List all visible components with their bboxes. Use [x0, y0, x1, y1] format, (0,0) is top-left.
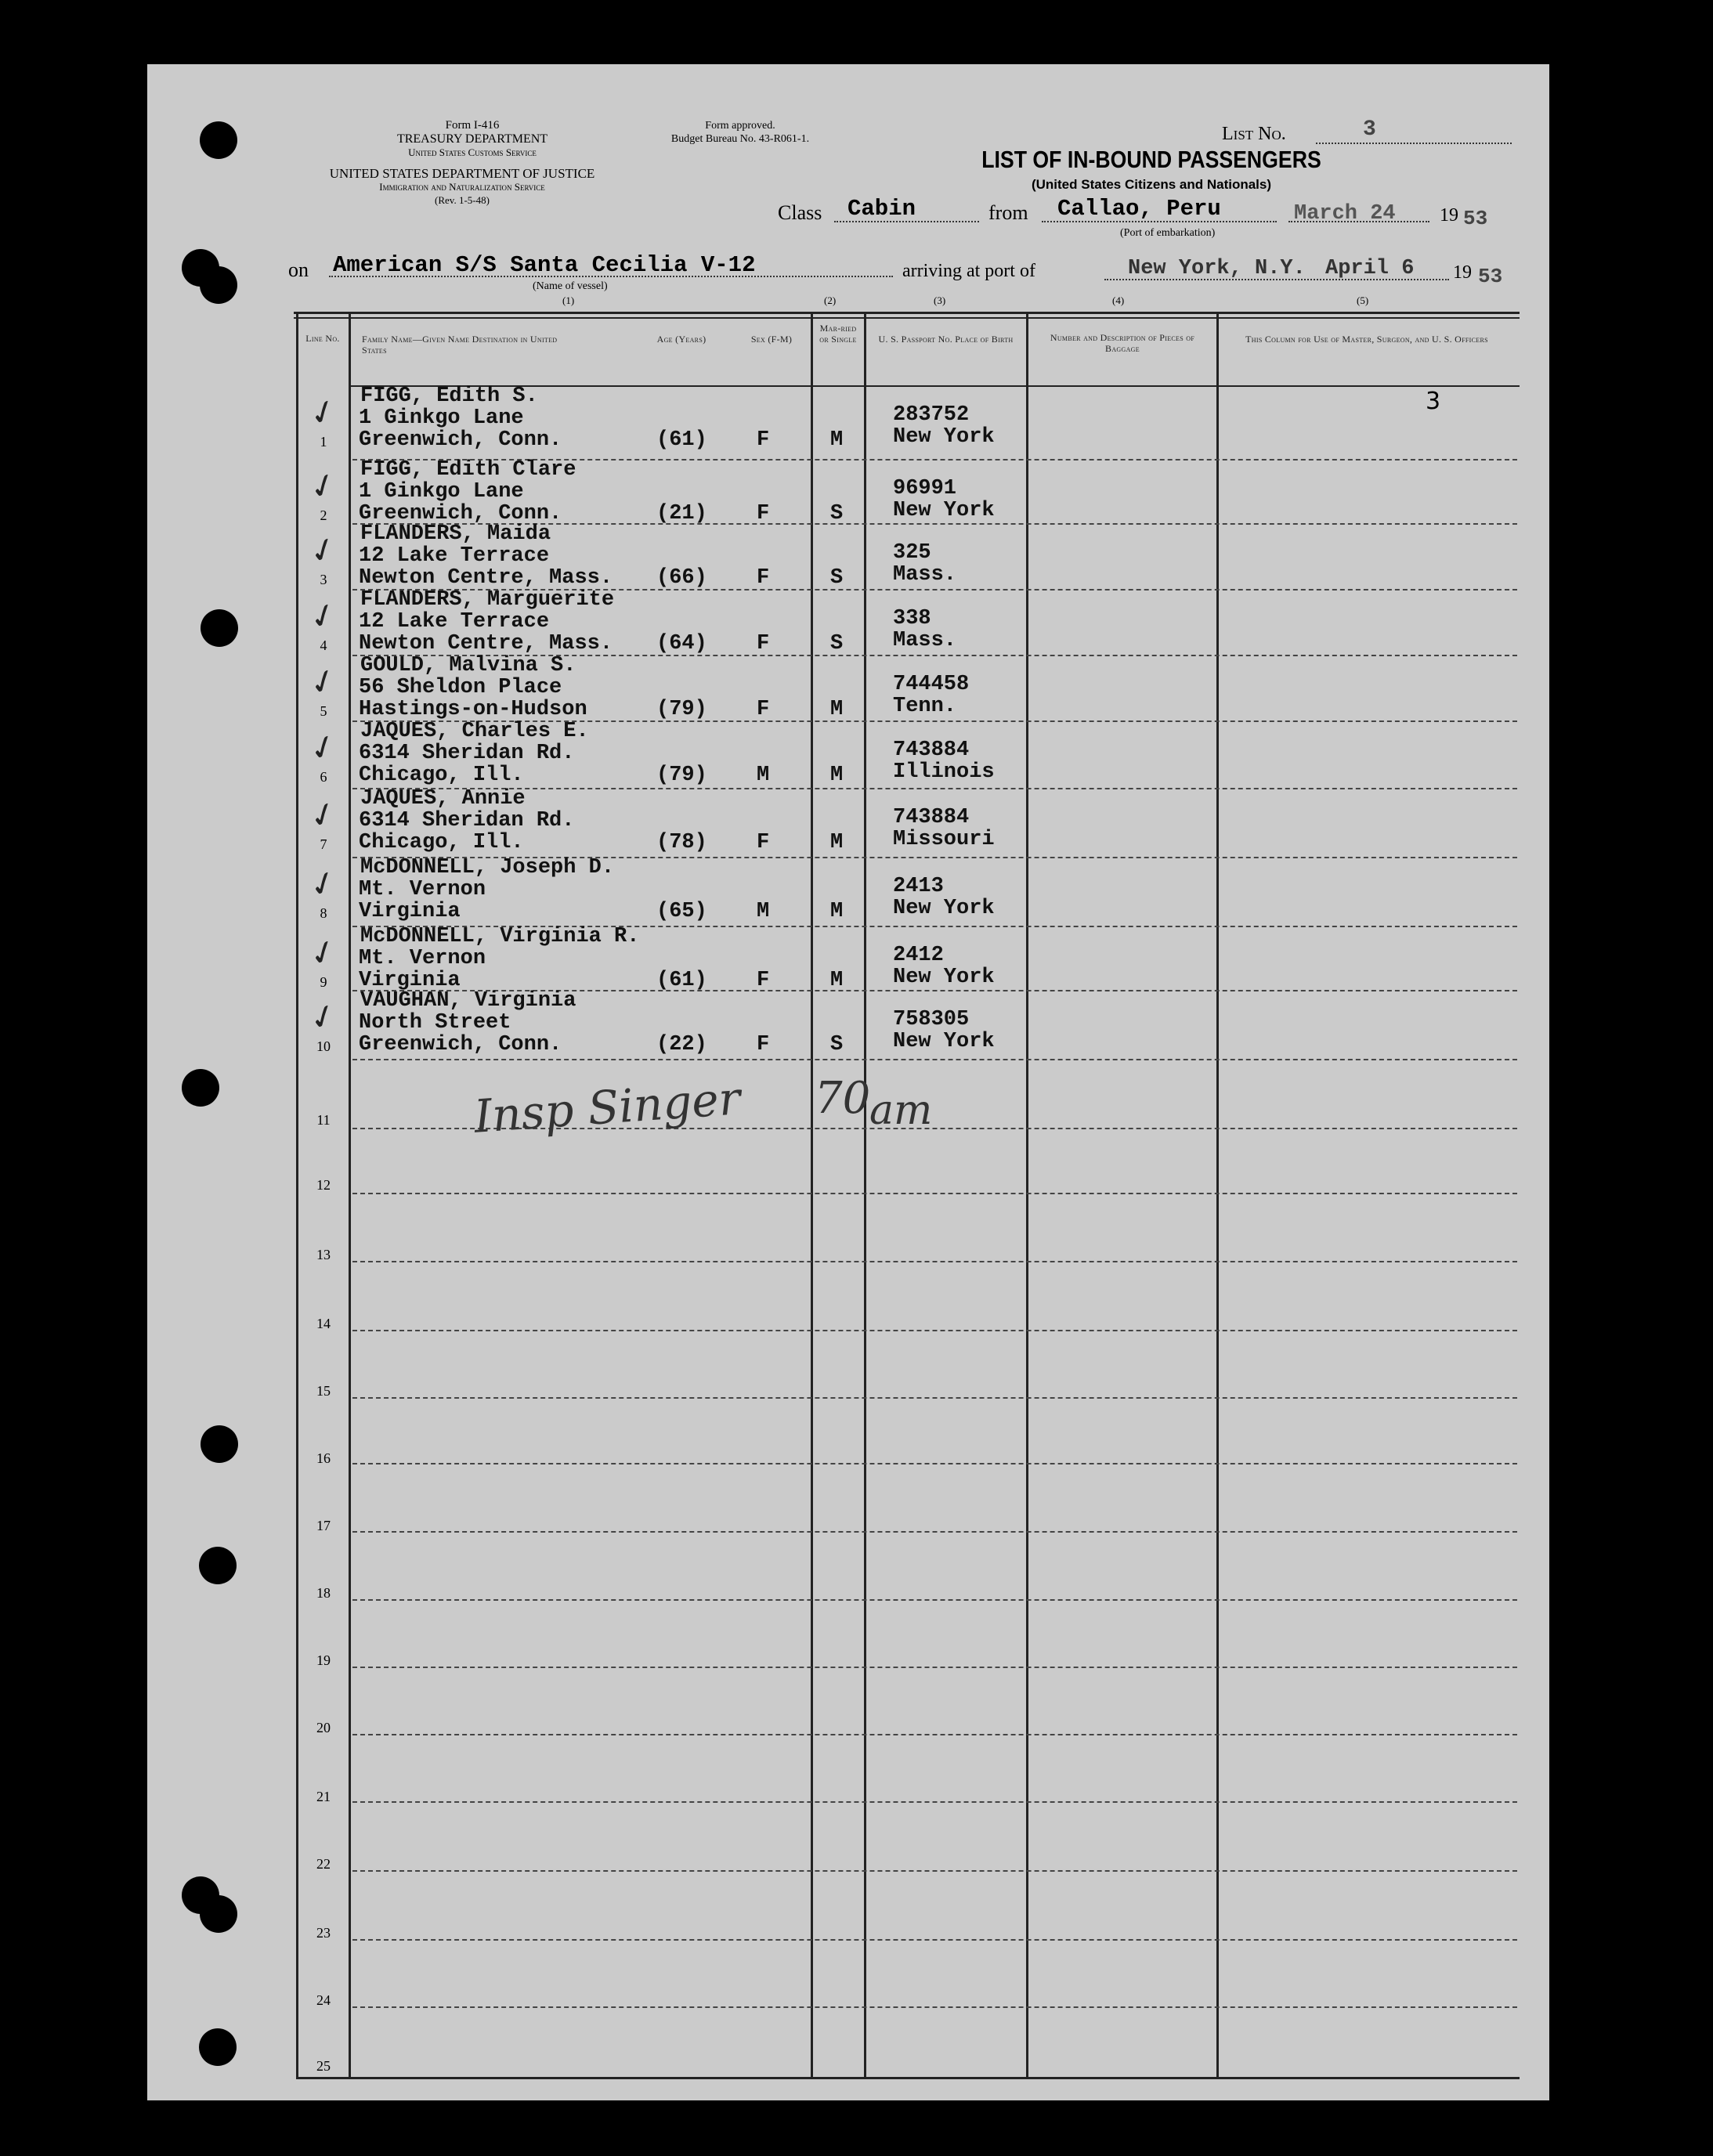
punch-hole: [199, 1547, 237, 1584]
arrival-year-prefix: 19: [1453, 262, 1472, 283]
arriving-label: arriving at port of: [902, 261, 1035, 281]
line-number: 8: [320, 905, 327, 921]
arrival-port: New York, N.Y.: [1128, 257, 1306, 280]
line-number: 15: [316, 1383, 331, 1399]
passenger-address: 56 Sheldon Place: [359, 676, 562, 699]
passenger-destination: Hastings-on-Hudson: [359, 698, 587, 721]
passenger-address: 1 Ginkgo Lane: [359, 406, 524, 430]
row-rule: [352, 1397, 1517, 1399]
place-of-birth: New York: [893, 499, 995, 522]
passport-number: 338: [893, 607, 931, 630]
punch-hole: [182, 1069, 219, 1107]
col-header-sex: Sex (F-M): [750, 334, 793, 345]
passport-number: 2412: [893, 944, 944, 967]
col-header-name: Family Name—Given Name Destination in United States: [362, 334, 558, 356]
passenger-destination: Virginia: [359, 969, 461, 992]
passenger-age: (66): [656, 566, 707, 590]
ins-service: Immigration and Naturalization Service: [379, 181, 545, 193]
check-mark-icon: ✓: [303, 861, 343, 907]
line-number: 11: [316, 1112, 331, 1128]
place-of-birth: New York: [893, 425, 995, 449]
passenger-destination: Newton Centre, Mass.: [359, 632, 613, 655]
depart-year: 53: [1463, 207, 1488, 230]
passenger-sex: F: [757, 566, 770, 590]
check-mark-icon: ✓: [303, 593, 343, 639]
punch-hole: [201, 1425, 238, 1463]
line-number: 1: [320, 434, 327, 450]
justice-dept: UNITED STATES DEPARTMENT OF JUSTICE: [329, 166, 595, 181]
punch-hole: [199, 2028, 237, 2066]
col-header-baggage: Number and Description of Pieces of Baggage: [1050, 332, 1195, 354]
row-rule: [352, 1531, 1517, 1533]
check-mark-icon: ✓: [303, 463, 343, 509]
passenger-destination: Newton Centre, Mass.: [359, 566, 613, 590]
row-rule: [352, 1330, 1517, 1331]
passenger-sex: M: [757, 764, 770, 787]
col-header-age: Age (Years): [656, 334, 707, 345]
passport-number: 283752: [893, 403, 970, 427]
passenger-sex: F: [757, 502, 770, 525]
passenger-age: (64): [656, 632, 707, 655]
col-number: (4): [1112, 294, 1125, 306]
passenger-age: (21): [656, 502, 707, 525]
passenger-name: FIGG, Edith Clare: [360, 458, 576, 482]
passenger-marital-status: S: [830, 1033, 844, 1056]
depart-date: March 24: [1294, 202, 1396, 226]
list-no-line: [1316, 143, 1512, 144]
col-number: (3): [934, 294, 946, 306]
vessel-caption: (Name of vessel): [533, 280, 608, 292]
passenger-address: 6314 Sheridan Rd.: [359, 742, 575, 765]
depart-year-prefix: 19: [1440, 205, 1458, 226]
passenger-marital-status: M: [830, 900, 844, 923]
line-number: 16: [316, 1450, 331, 1466]
line-number: 2: [320, 507, 327, 523]
row-rule: [352, 1599, 1517, 1601]
passenger-marital-status: M: [830, 698, 844, 721]
passport-number: 743884: [893, 806, 970, 829]
col-header-passport: U. S. Passport No. Place of Birth: [878, 334, 1014, 345]
handwritten-count: 70: [815, 1073, 871, 1124]
passenger-sex: F: [757, 969, 770, 992]
passenger-name: GOULD, Malvina S.: [360, 654, 576, 677]
arrival-year: 53: [1478, 265, 1503, 288]
passport-number: 325: [893, 541, 931, 565]
passport-number: 743884: [893, 739, 970, 762]
punch-hole: [200, 1895, 237, 1933]
check-mark-icon: ✓: [303, 389, 343, 435]
place-of-birth: Mass.: [893, 629, 957, 652]
passenger-name: FLANDERS, Marguerite: [360, 588, 615, 612]
row-rule: [352, 2006, 1517, 2008]
line-number: 5: [320, 703, 327, 719]
line-number: 3: [320, 572, 327, 587]
customs-service: United States Customs Service: [408, 146, 537, 158]
passenger-sex: F: [757, 698, 770, 721]
vessel-name: American S/S Santa Cecilia V-12: [333, 252, 756, 278]
form-number: Form I-416: [445, 119, 500, 132]
line-number: 24: [316, 1992, 331, 2008]
passport-number: 2413: [893, 875, 944, 898]
passenger-marital-status: M: [830, 969, 844, 992]
list-no-value: 3: [1363, 117, 1376, 142]
line-number: 12: [316, 1177, 331, 1193]
form-approval: [627, 119, 854, 146]
passenger-age: (65): [656, 900, 707, 923]
col-header-officers: This Column for Use of Master, Surgeon, and U. S. Officers: [1245, 334, 1488, 345]
passenger-destination: Chicago, Ill.: [359, 764, 524, 787]
line-number: 22: [316, 1856, 331, 1872]
passenger-address: Mt. Vernon: [359, 947, 486, 970]
passport-number: 744458: [893, 673, 970, 696]
budget-bureau: Budget Bureau No. 43-R061-1.: [670, 133, 810, 145]
passenger-destination: Greenwich, Conn.: [359, 428, 562, 452]
punch-hole: [201, 609, 238, 647]
passenger-marital-status: S: [830, 566, 844, 590]
table-top-rule-inner: [294, 317, 1520, 319]
passenger-age: (61): [656, 969, 707, 992]
line-number: 20: [316, 1720, 331, 1735]
list-no-label: List No.: [1222, 124, 1286, 144]
line-number: 14: [316, 1316, 331, 1331]
check-mark-icon: ✓: [303, 930, 343, 976]
passenger-marital-status: M: [830, 831, 844, 854]
passenger-marital-status: M: [830, 764, 844, 787]
place-of-birth: New York: [893, 1030, 995, 1053]
line-number: 17: [316, 1518, 331, 1533]
passenger-name: JAQUES, Charles E.: [360, 720, 589, 743]
punch-hole: [200, 266, 237, 304]
passenger-age: (79): [656, 698, 707, 721]
baggage-col-right: [1216, 312, 1219, 2079]
place-of-birth: New York: [893, 897, 995, 920]
check-mark-icon: ✓: [303, 724, 343, 771]
place-of-birth: Mass.: [893, 563, 957, 587]
passport-col-right: [1026, 312, 1028, 2079]
passenger-destination: Virginia: [359, 900, 461, 923]
place-of-birth: New York: [893, 966, 995, 989]
check-mark-icon: ✓: [303, 527, 343, 573]
form-approved: Form approved.: [705, 120, 775, 132]
married-col-left: [811, 312, 813, 2079]
passenger-marital-status: M: [830, 428, 844, 452]
row-rule: [352, 788, 1517, 789]
passenger-sex: F: [757, 831, 770, 854]
passenger-name: FLANDERS, Maida: [360, 522, 551, 546]
form-subtitle: (United States Citizens and Nationals): [1031, 177, 1272, 192]
row-rule: [352, 1939, 1517, 1941]
handwritten-am: am: [869, 1087, 933, 1134]
port-caption: (Port of embarkation): [1120, 227, 1216, 239]
row-rule: [352, 1734, 1517, 1735]
passenger-sex: F: [757, 1033, 770, 1056]
col-header-line: Line No.: [305, 333, 340, 344]
passenger-destination: Greenwich, Conn.: [359, 1033, 562, 1056]
row-rule: [352, 1667, 1517, 1668]
passenger-age: (61): [656, 428, 707, 452]
table-bottom-rule: [296, 2077, 1520, 2079]
row-rule: [352, 1463, 1517, 1464]
passenger-destination: Chicago, Ill.: [359, 831, 524, 854]
line-number: 19: [316, 1652, 331, 1668]
col-number: (1): [562, 294, 575, 306]
form-header-left: [296, 119, 649, 159]
treasury-dept: TREASURY DEPARTMENT: [396, 132, 548, 146]
revision-date: (Rev. 1-5-48): [435, 194, 490, 206]
passenger-name: McDONNELL, Joseph D.: [360, 856, 615, 879]
class-label: Class: [778, 201, 822, 224]
passport-number: 96991: [893, 477, 957, 500]
row-rule: [352, 1059, 1517, 1060]
passenger-marital-status: S: [830, 632, 844, 655]
place-of-birth: Illinois: [893, 760, 995, 784]
passenger-age: (78): [656, 831, 707, 854]
passenger-age: (79): [656, 764, 707, 787]
passport-number: 758305: [893, 1008, 970, 1031]
line-number: 18: [316, 1585, 331, 1601]
passenger-address: North Street: [359, 1011, 511, 1035]
line-number: 6: [320, 769, 327, 785]
line-number: 10: [316, 1038, 331, 1054]
passenger-address: Mt. Vernon: [359, 878, 486, 901]
line-number: 4: [320, 637, 327, 653]
passenger-address: 1 Ginkgo Lane: [359, 480, 524, 504]
passenger-address: 12 Lake Terrace: [359, 544, 550, 568]
married-col-right: [864, 312, 866, 2079]
on-label: on: [288, 258, 309, 281]
passenger-sex: F: [757, 428, 770, 452]
place-of-birth: Tenn.: [893, 695, 957, 718]
row-rule: [352, 1870, 1517, 1872]
passenger-sex: F: [757, 632, 770, 655]
line-number: 13: [316, 1247, 331, 1262]
from-label: from: [988, 201, 1028, 224]
passenger-name: VAUGHAN, Virginia: [360, 989, 576, 1013]
check-mark-icon: ✓: [303, 659, 343, 705]
form-title: LIST OF IN-BOUND PASSENGERS: [981, 146, 1321, 173]
from-value: Callao, Peru: [1057, 196, 1221, 222]
check-mark-icon: ✓: [303, 994, 343, 1040]
passenger-marital-status: S: [830, 502, 844, 525]
check-mark-icon: ✓: [303, 792, 343, 838]
table-top-rule: [294, 312, 1520, 314]
row-rule: [352, 1261, 1517, 1262]
line-number: 21: [316, 1789, 331, 1804]
line-number: 9: [320, 974, 327, 990]
officer-note: 3: [1426, 388, 1441, 415]
passenger-name: FIGG, Edith S.: [360, 385, 538, 408]
punch-hole: [200, 121, 237, 159]
row-rule: [352, 1801, 1517, 1803]
arrival-date: April 6: [1325, 257, 1415, 280]
col-number: (2): [824, 294, 837, 306]
passenger-sex: M: [757, 900, 770, 923]
passenger-destination: Greenwich, Conn.: [359, 502, 562, 525]
passenger-address: 12 Lake Terrace: [359, 610, 550, 634]
row-rule: [352, 1193, 1517, 1194]
passenger-name: JAQUES, Annie: [360, 787, 526, 811]
col-number: (5): [1357, 294, 1369, 306]
line-number: 25: [316, 2058, 331, 2074]
passenger-address: 6314 Sheridan Rd.: [359, 809, 575, 832]
passenger-name: McDONNELL, Virginia R.: [360, 925, 640, 948]
line-number: 23: [316, 1925, 331, 1941]
line-number: 7: [320, 836, 327, 852]
class-value: Cabin: [847, 196, 916, 222]
passenger-age: (22): [656, 1033, 707, 1056]
col-header-married: Mar-ried or Single: [819, 323, 857, 345]
place-of-birth: Missouri: [893, 828, 995, 851]
inspector-signature: Insp Singer: [472, 1071, 743, 1143]
form-header-justice: [266, 167, 658, 207]
